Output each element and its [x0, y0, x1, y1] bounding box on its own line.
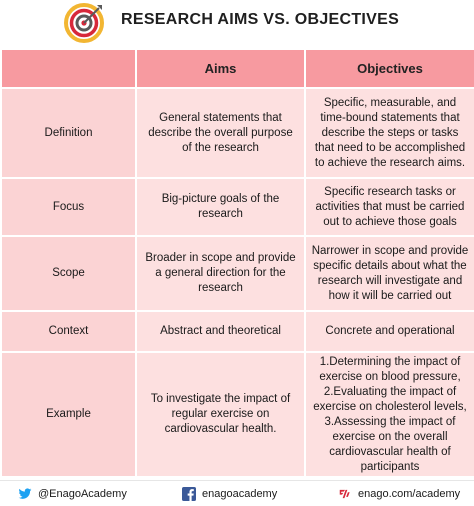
header	[0, 0, 474, 44]
header-objectives: Objectives	[305, 49, 474, 88]
table-row	[1, 236, 474, 311]
footer-facebook[interactable]	[182, 487, 277, 501]
target-icon	[64, 3, 104, 43]
aims-cell: General statements that describe the overall purpose of the research	[136, 88, 305, 178]
objective-line: 3.Assessing the impact of exercise on the overall cardiovascular health of participants	[324, 415, 456, 473]
page-title: RESEARCH AIMS VS. OBJECTIVES	[121, 11, 400, 28]
row-label: Focus	[1, 178, 136, 236]
facebook-handle: enagoacademy	[202, 488, 278, 500]
row-label: Context	[1, 311, 136, 352]
twitter-icon	[18, 487, 32, 501]
objectives-cell: Narrower in scope and provide specific details about what the research will investigate and how it will be carried out	[305, 236, 474, 311]
aims-cell: Abstract and theoretical	[136, 311, 305, 352]
table-row	[1, 88, 474, 178]
objectives-cell: Concrete and operational	[305, 311, 474, 352]
header-label-cell	[1, 49, 136, 88]
table-row	[1, 311, 474, 352]
objectives-cell: Specific research tasks or activities that must be carried out to achieve those goals	[305, 178, 474, 236]
row-label: Example	[1, 352, 136, 477]
objectives-cell	[305, 352, 474, 477]
header-aims: Aims	[136, 49, 305, 88]
twitter-handle: @EnagoAcademy	[38, 488, 127, 500]
aims-cell: To investigate the impact of regular exercise on cardiovascular health.	[136, 352, 305, 477]
objective-line: 2.Evaluating the impact of exercise on cholesterol levels,	[313, 385, 467, 413]
website-link: enago.com/academy	[358, 488, 461, 500]
comparison-table	[0, 48, 474, 478]
row-label: Scope	[1, 236, 136, 311]
table-row	[1, 178, 474, 236]
table-header-row	[1, 49, 474, 88]
enago-icon	[338, 487, 352, 501]
footer-website[interactable]	[338, 487, 460, 501]
table-row	[1, 352, 474, 477]
objective-line: 1.Determining the impact of exercise on blood pressure,	[319, 355, 461, 383]
row-label: Definition	[1, 88, 136, 178]
aims-cell: Broader in scope and provide a general direction for the research	[136, 236, 305, 311]
footer	[0, 480, 474, 506]
aims-cell: Big-picture goals of the research	[136, 178, 305, 236]
objectives-cell: Specific, measurable, and time-bound statements that describe the steps or tasks that need to be accomplished to achieve the research aims.	[305, 88, 474, 178]
footer-twitter[interactable]	[18, 487, 127, 501]
facebook-icon	[182, 487, 196, 501]
